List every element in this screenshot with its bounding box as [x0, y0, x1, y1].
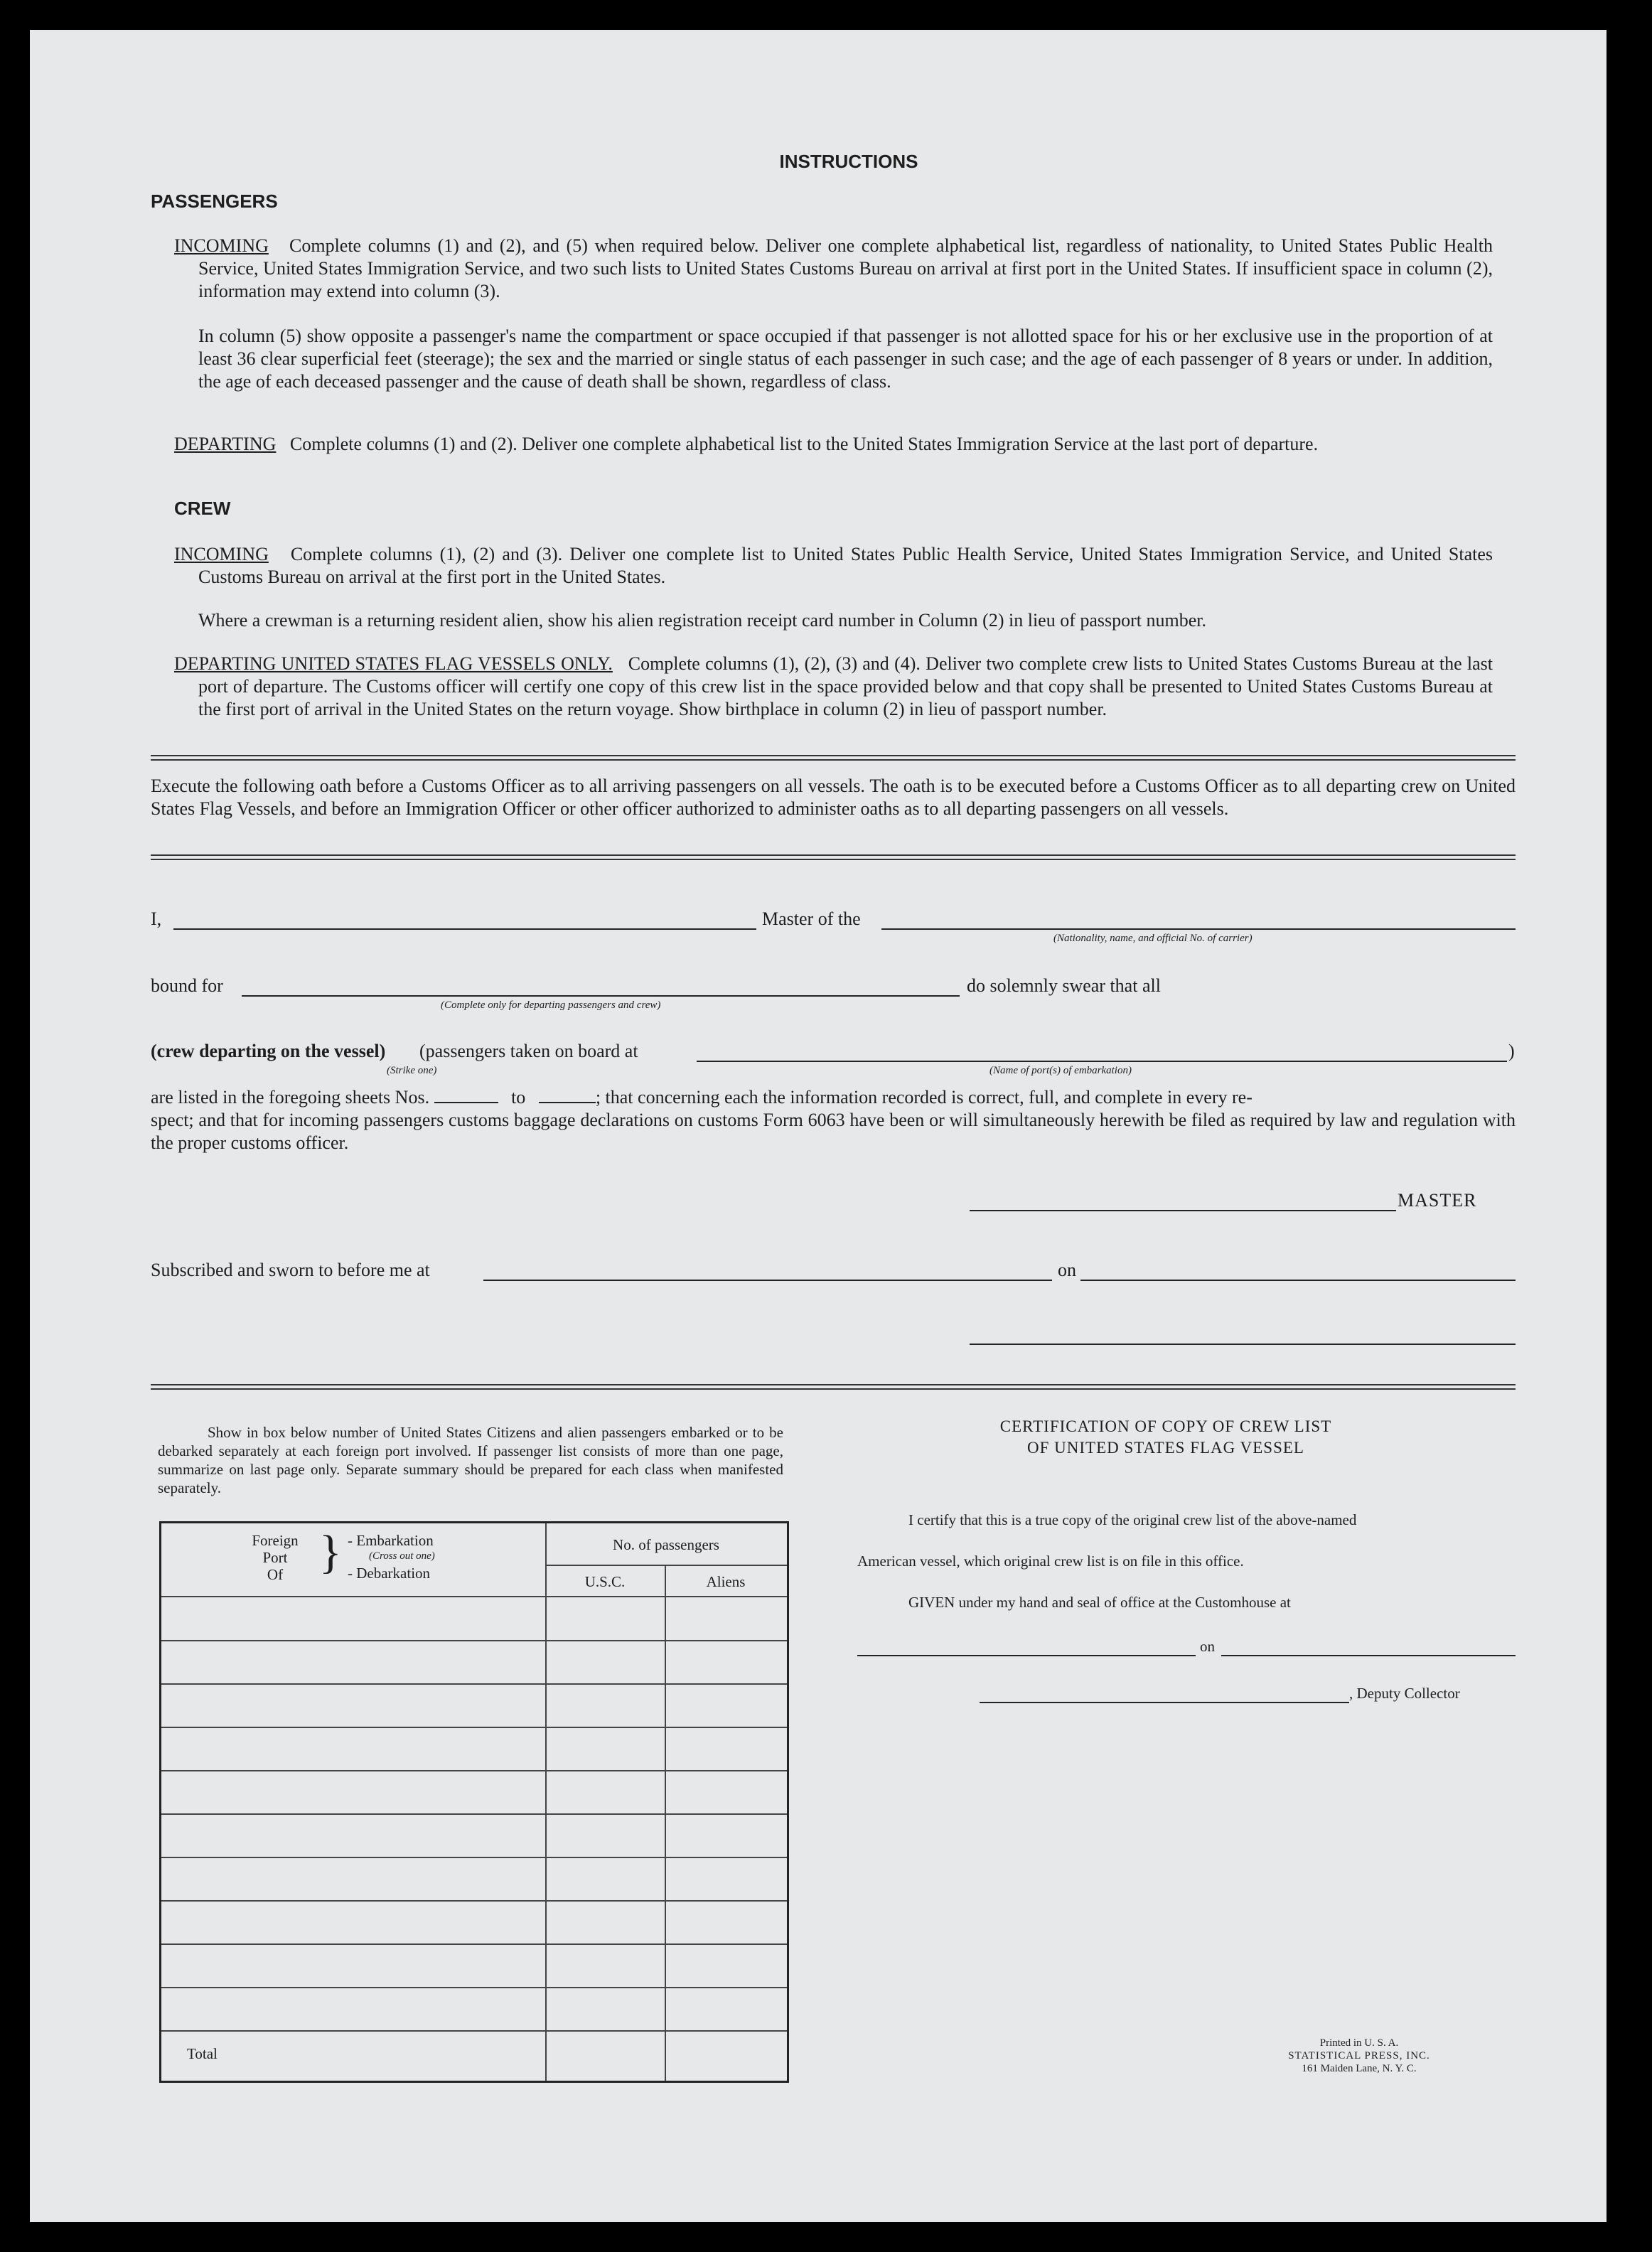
oath-execute-paragraph: Execute the following oath before a Customs Officer as to all arriving passengers on all vessels. The oath is to be executed before a Customs Officer as to all departing crew on United States Flag Vessels, and before an Immigration Officer or other officer authorized to administer oaths as to all departing passengers on all vessels. — [151, 776, 1516, 819]
crew-heading: CREW — [174, 498, 231, 519]
passengers-taken-label: (passengers taken on board at — [419, 1041, 638, 1061]
certification-title-1: CERTIFICATION OF COPY OF CREW LIST — [999, 1417, 1332, 1435]
bound-for-field[interactable] — [242, 995, 960, 997]
table-row[interactable] — [161, 1813, 787, 1815]
master-name-field[interactable] — [173, 928, 756, 930]
printer-line-1: Printed in U. S. A. — [1319, 2037, 1399, 2049]
listed-text-a: are listed in the foregoing sheets Nos. — [151, 1087, 430, 1108]
sheet-to-field[interactable] — [539, 1086, 596, 1103]
complete-only-caption: (Complete only for departing passengers and crew) — [441, 999, 661, 1011]
debarkation-label[interactable]: - Debarkation — [348, 1565, 431, 1582]
master-of-the-label: Master of the — [762, 908, 861, 929]
passengers-incoming-paragraph — [174, 235, 1493, 303]
port-label: Port — [262, 1549, 288, 1566]
certification-date-field[interactable] — [1221, 1655, 1516, 1656]
passengers-departing-text: Complete columns (1) and (2). Deliver one complete alphabetical list to the United States Immigration Service at the last port of departure. — [289, 434, 1319, 454]
usc-header: U.S.C. — [584, 1573, 626, 1590]
strike-one-caption: (Strike one) — [387, 1065, 437, 1076]
table-row[interactable] — [161, 1727, 787, 1728]
passengers-departing-label: DEPARTING — [174, 434, 277, 454]
subscribed-place-field[interactable] — [483, 1280, 1052, 1281]
divider-instructions — [151, 755, 1516, 756]
total-label: Total — [187, 2045, 218, 2062]
subscribed-date-field[interactable] — [1080, 1280, 1516, 1281]
bound-for-label: bound for — [151, 975, 223, 996]
cross-out-caption: (Cross out one) — [369, 1550, 435, 1562]
deputy-collector-label: , Deputy Collector — [1349, 1685, 1460, 1702]
certification-line-2: American vessel, which original crew list is on file in this office. — [857, 1553, 1244, 1570]
passengers-departing-paragraph — [174, 433, 1493, 456]
passengers-heading: PASSENGERS — [151, 191, 278, 212]
aliens-header: Aliens — [706, 1573, 746, 1590]
sheet-from-field[interactable] — [434, 1086, 498, 1103]
printer-line-2: STATISTICAL PRESS, INC. — [1288, 2050, 1430, 2061]
instructions-title: INSTRUCTIONS — [779, 151, 918, 172]
passenger-summary-table — [159, 1521, 789, 2083]
nationality-caption: (Nationality, name, and official No. of carrier) — [1053, 933, 1253, 944]
officer-signature-field[interactable] — [970, 1344, 1516, 1345]
brace-icon: } — [319, 1526, 342, 1578]
table-row[interactable] — [161, 2030, 787, 2032]
foreign-label: Foreign — [252, 1532, 299, 1549]
embarkation-label[interactable]: - Embarkation — [348, 1532, 434, 1549]
oath-i-label: I, — [151, 908, 162, 929]
subscribed-label: Subscribed and sworn to before me at — [151, 1260, 430, 1280]
of-label: Of — [267, 1566, 284, 1583]
name-of-ports-caption: (Name of port(s) of embarkation) — [989, 1065, 1132, 1076]
table-row[interactable] — [161, 1683, 787, 1685]
master-label: MASTER — [1398, 1190, 1477, 1211]
close-paren: ) — [1508, 1041, 1515, 1061]
table-row[interactable] — [161, 1640, 787, 1641]
table-divider-port — [545, 1523, 547, 2081]
crew-departing-text: Complete columns (1), (2), (3) and (4). Deliver two complete crew lists to United States Customs Bureau at the last port of departure. The Customs officer will certify one copy of this crew list in the space provided below and that copy shall be presented to United States Customs Bureau at the first port of arrival in the United States on the return voyage. Show birthplace in column (2) in lieu of passport number. — [198, 653, 1493, 719]
subscribed-on-label: on — [1058, 1260, 1076, 1280]
divider-bottom — [151, 1384, 1516, 1385]
table-row[interactable] — [161, 1770, 787, 1771]
solemnly-swear-label: do solemnly swear that all — [967, 975, 1161, 996]
printer-line-3: 161 Maiden Lane, N. Y. C. — [1302, 2063, 1417, 2074]
divider-oath — [151, 854, 1516, 856]
listed-to: to — [511, 1087, 526, 1108]
embarkation-port-field[interactable] — [697, 1061, 1507, 1062]
crew-returning-paragraph: Where a crewman is a returning resident alien, show his alien registration receipt card number in Column (2) in lieu of passport number. — [198, 610, 1207, 631]
carrier-field[interactable] — [881, 928, 1516, 930]
certification-line-1: I certify that this is a true copy of the original crew list of the above-named — [908, 1511, 1357, 1528]
table-row[interactable] — [161, 1987, 787, 1988]
passengers-incoming-text: Complete columns (1) and (2), and (5) when required below. Deliver one complete alphabetical list, regardless of nationality, to United States Public Health Service, United States Immigration Service, and two such lists to United States Customs Bureau on arrival at first port in the United States. If insufficient space in column (2), information may extend into column (3). — [198, 235, 1493, 301]
certification-on-label: on — [1200, 1638, 1215, 1655]
crew-incoming-text: Complete columns (1), (2) and (3). Deliver one complete list to United States Public Health Service, United States Immigration Service, and United States Customs Bureau on arrival at the first port in the United States. — [198, 544, 1493, 587]
master-signature-field[interactable] — [970, 1210, 1396, 1211]
listed-line-a — [151, 1086, 1516, 1109]
table-header-rule — [161, 1596, 787, 1597]
crew-departing-vessel-label: (crew departing on the vessel) — [151, 1041, 386, 1061]
no-passengers-divider — [545, 1565, 787, 1566]
listed-text-b: ; that concerning each the information recorded is correct, full, and complete in every re- — [595, 1087, 1253, 1108]
listed-text-c: spect; and that for incoming passengers customs baggage declarations on customs Form 6063 have been or will simultaneously herewith be filed as required by law and regulation with the proper customs officer. — [151, 1110, 1516, 1153]
table-divider-usc — [665, 1565, 666, 2081]
table-row[interactable] — [161, 1857, 787, 1858]
summary-paragraph: Show in box below number of United States Citizens and alien passengers embarked or to be debarked separately at each foreign port involved. If passenger list consists of more than one page, summarize on last page only. Separate summary should be prepared for each class when manifested separately. — [158, 1424, 783, 1496]
passengers-incoming-label: INCOMING — [174, 235, 269, 256]
customhouse-field[interactable] — [857, 1655, 1196, 1656]
table-row[interactable] — [161, 1900, 787, 1902]
passengers-column5-paragraph: In column (5) show opposite a passenger's name the compartment or space occupied if that passenger is not allotted space for his or her exclusive use in the proportion of at least 36 clear superficial feet (steerage); the sex and the married or single status of each passenger in such case; and the age of each passenger of 8 years or under. In addition, the age of each deceased passenger and the cause of death shall be shown, regardless of class. — [198, 326, 1493, 392]
certification-title-2: OF UNITED STATES FLAG VESSEL — [1027, 1439, 1304, 1457]
table-row[interactable] — [161, 1943, 787, 1945]
crew-departing-paragraph — [174, 653, 1493, 721]
crew-incoming-paragraph — [174, 543, 1493, 589]
form-page — [30, 30, 1607, 2222]
deputy-signature-field[interactable] — [980, 1702, 1349, 1703]
certification-line-3: GIVEN under my hand and seal of office at the Customhouse at — [908, 1594, 1291, 1611]
crew-departing-label: DEPARTING UNITED STATES FLAG VESSELS ONLY. — [174, 653, 613, 674]
no-passengers-header: No. of passengers — [613, 1536, 719, 1553]
crew-incoming-label: INCOMING — [174, 544, 269, 564]
